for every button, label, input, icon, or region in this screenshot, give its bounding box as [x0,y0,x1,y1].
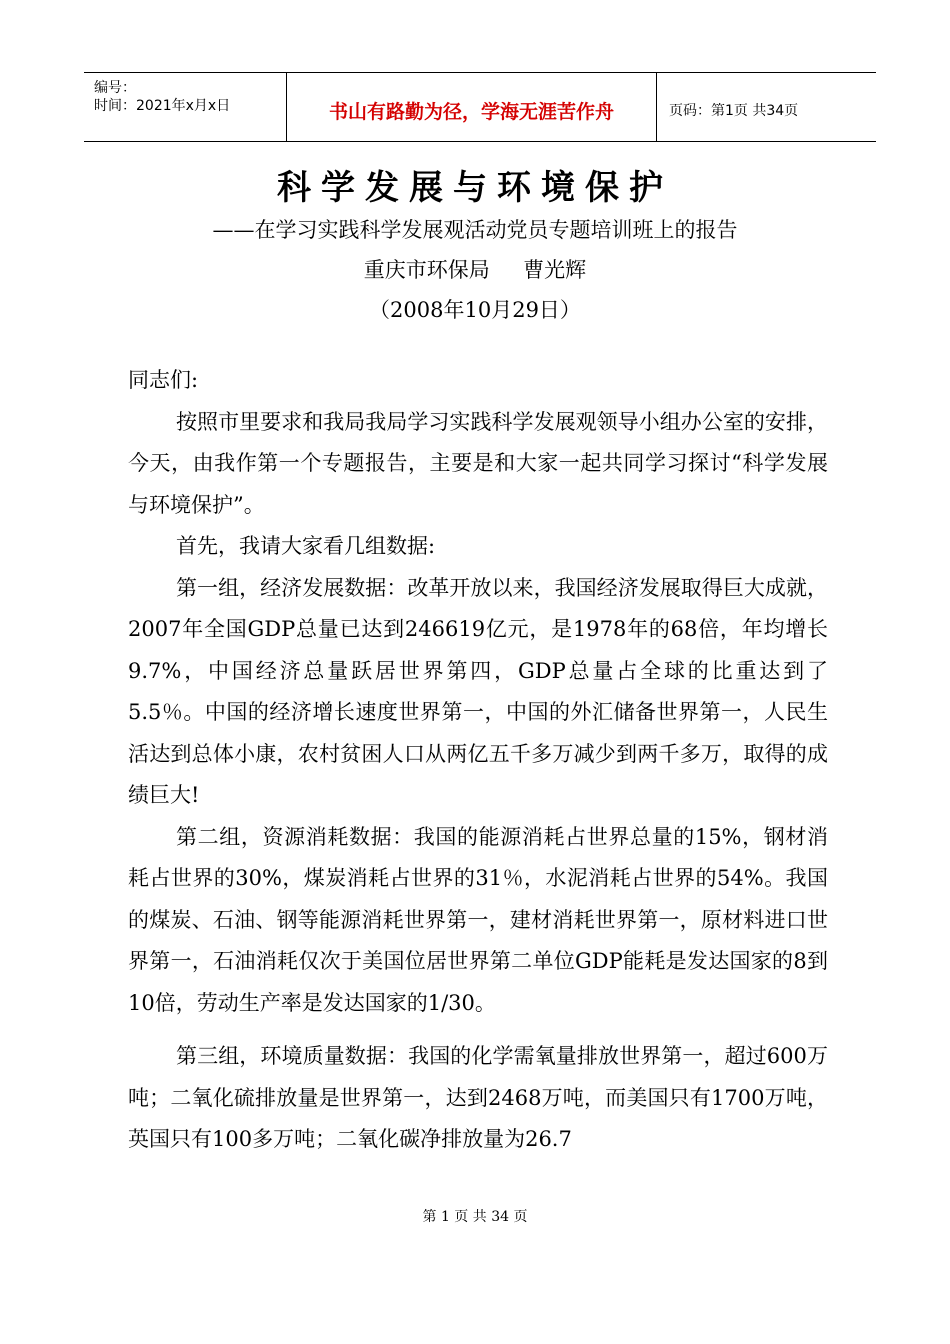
paragraph: 首先，我请大家看几组数据: [176,534,436,558]
paragraph: 第一组，经济发展数据：改革开放以来，我国经济发展取得巨大成就，2007年全国GDP总量已达到246619亿元，是1978年的68倍，年均增长9.7%，中国经济总量跃居世界第四，GDP总量占全球的比重达到了5.5％。中国的经济增长速度世界第一，中国的外汇储备世界第一，人民生活达到总体小康，农村贫困人口从两亿五千多万减少到两千多万，取得的成绩巨大! [128,575,828,807]
paragraph: 第二组，资源消耗数据：我国的能源消耗占世界总量的15%，钢材消耗占世界的30%，煤炭消耗占世界的31％，水泥消耗占世界的54%。我国的煤炭、石油、钢等能源消耗世界第一，建材消耗世界第一，原材料进口世界第一，石油消耗仅次于美国位居世界第二单位GDP能耗是发达国家的8到10倍，劳动生产率是发达国家的1/30。 [128,824,828,1015]
header-motto-cell [287,73,657,141]
header-meta-cell [84,73,287,141]
document-time-label: 时间：2021年x月x日 [94,98,231,114]
document-number-label: 编号： [94,80,136,96]
document-body [128,360,828,1161]
document-title: 科学发展与环境保护 [277,168,673,208]
salutation: 同志们: [128,368,199,392]
document-author: 重庆市环保局 曹光辉 [363,258,587,282]
document-subtitle: ——在学习实践科学发展观活动党员专题培训班上的报告 [212,218,738,242]
header-page-cell [657,73,876,141]
paragraph: 第三组，环境质量数据：我国的化学需氧量排放世界第一，超过600万吨；二氧化硫排放量是世界第一，达到2468万吨，而美国只有1700万吨，英国只有100多万吨；二氧化碳净排放量为26.7 [128,1044,828,1151]
page-info: 页码：第1页 共34页 [669,103,799,119]
page-footer: 第 1 页 共 34 页 [422,1209,528,1225]
header-table [84,72,876,142]
paragraph: 按照市里要求和我局我局学习实践科学发展观领导小组办公室的安排，今天，由我作第一个专题报告，主要是和大家一起共同学习探讨“科学发展与环境保护”。 [128,409,828,517]
document-date: （2008年10月29日） [369,298,581,322]
motto-text: 书山有路勤为径，学海无涯苦作舟 [328,101,614,123]
